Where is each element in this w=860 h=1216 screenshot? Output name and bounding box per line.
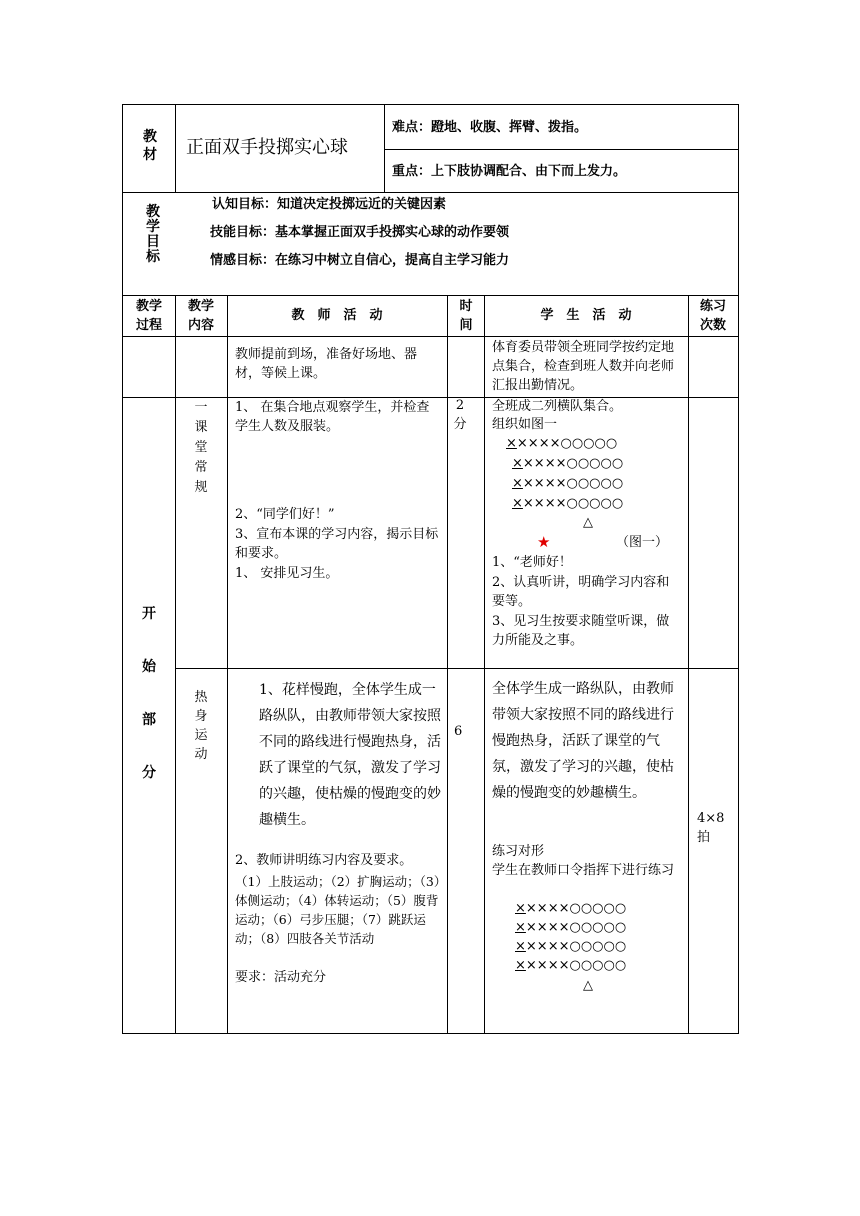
formation-lead: × [512, 456, 523, 471]
formation-row-rest: ××××○○○○○ [525, 901, 627, 916]
routine-time: 2分 [453, 398, 467, 432]
divider [227, 295, 228, 1034]
warmup-content: 热身运动 [194, 690, 208, 762]
formation-row [512, 454, 623, 474]
formation-lead: × [515, 920, 526, 935]
routine-teacher-3: 3、宣布本课的学习内容，揭示目标和要求。 [235, 527, 439, 561]
routine-teacher-1: 1、 在集合地点观察学生，并检查学生人数及服装。 [235, 400, 430, 434]
divider [122, 192, 739, 193]
formation-lead: × [512, 496, 523, 511]
formation-lead: × [512, 476, 523, 491]
formation-lead: × [515, 901, 526, 916]
lesson-title: 正面双手投掷实心球 [186, 137, 348, 158]
skill-objective: 技能目标：基本掌握正面双手投掷实心球的动作要领 [210, 225, 510, 240]
divider [384, 149, 739, 150]
emotional-objective: 情感目标：在练习中树立自信心，提高自主学习能力 [210, 253, 510, 268]
prep-student-activity: 体育委员带领全班同学按约定地点集合，检查到班人数并向老师汇报出勤情况。 [492, 340, 675, 393]
routine-student-4: 2、认真听讲，明确学习内容和要等。 [492, 575, 670, 609]
col-header-process: 教学过程 [135, 299, 162, 333]
divider [384, 104, 385, 192]
formation-row-rest: ××××○○○○○ [525, 939, 627, 954]
routine-teacher-2: 2、“同学们好！” [235, 507, 335, 522]
star-icon: ★ [537, 533, 551, 551]
formation-row-rest: ××××○○○○○ [522, 456, 624, 471]
formation-row-rest: ××××○○○○○ [525, 958, 627, 973]
col-header-student: 学 生 活 动 [540, 308, 632, 323]
warmup-student-3: 学生在教师口令指挥下进行练习 [492, 863, 675, 878]
divider [175, 104, 176, 192]
formation-row-rest: ××××○○○○○ [525, 920, 627, 935]
col-header-time: 时间 [459, 299, 473, 333]
teacher-triangle-icon: △ [583, 515, 593, 530]
col-header-teacher: 教 师 活 动 [291, 308, 383, 323]
formation-lead: × [515, 939, 526, 954]
table-border-left [122, 104, 123, 1034]
divider [688, 295, 689, 1034]
formation-row [515, 937, 626, 957]
divider [122, 336, 739, 337]
table-border-bottom [122, 1033, 739, 1034]
formation-lead: × [515, 958, 526, 973]
warmup-teacher-3: （1）上肢运动；（2）扩胸运动；（3）体侧运动；（4）体转运动；（5）腹背运动；（6）弓步压腿；（7）跳跃运动；（8）四肢各关节活动 [235, 874, 441, 946]
divider [175, 668, 739, 669]
routine-student-5: 3、见习生按要求随堂听课，做力所能及之事。 [492, 614, 670, 648]
warmup-teacher-2: 2、教师讲明练习内容及要求。 [235, 853, 413, 868]
col-header-reps: 练习次数 [699, 299, 726, 333]
warmup-student-2: 练习对形 [492, 844, 545, 859]
routine-student-2: 组织如图一 [492, 417, 558, 432]
figure-caption: （图一） [616, 535, 669, 550]
col-header-content: 教学内容 [187, 299, 214, 333]
objectives-label: 教学目标 [146, 204, 160, 265]
routine-content: 一课堂常规 [194, 400, 208, 495]
key-point: 重点：上下肢协调配合、由下而上发力。 [392, 164, 627, 179]
prep-teacher-activity: 教师提前到场，准备好场地、器材，等候上课。 [235, 347, 418, 381]
divider [484, 295, 485, 1034]
warmup-teacher-1: 1、花样慢跑，全体学生成一路纵队，由教师带领大家按照不同的路线进行慢跑热身，活跃了课堂的气氛，激发了学习的兴趣，使枯燥的慢跑变的妙趣横生。 [259, 682, 441, 828]
divider [122, 295, 739, 296]
routine-student-3: 1、“老师好！ [492, 555, 572, 570]
warmup-teacher-4: 要求：活动充分 [235, 970, 327, 985]
formation-row [506, 434, 617, 454]
table-border-right [738, 104, 739, 1034]
divider [447, 295, 448, 1034]
table-border-top [122, 104, 739, 105]
routine-student-1: 全班成二列横队集合。 [492, 399, 623, 414]
jiaocai-label: 教材 [143, 129, 157, 163]
formation-row-rest: ××××○○○○○ [522, 496, 624, 511]
difficulty-point: 难点：蹬地、收腹、挥臂、拨指。 [392, 120, 588, 135]
formation-row [515, 918, 626, 938]
section-label: 开始部分 [142, 606, 156, 781]
warmup-reps: 4×8拍 [697, 811, 725, 845]
formation-row-rest: ××××○○○○○ [522, 476, 624, 491]
warmup-time: 6 [454, 724, 463, 739]
formation-row-rest: ××××○○○○○ [516, 436, 618, 451]
divider [175, 295, 176, 1034]
formation-row [515, 956, 626, 976]
cognitive-objective: 认知目标：知道决定投掷远近的关键因素 [212, 197, 447, 212]
formation-row [512, 474, 623, 494]
formation-row [515, 899, 626, 919]
formation-row [512, 494, 623, 514]
warmup-student-1: 全体学生成一路纵队，由教师带领大家按照不同的路线进行慢跑热身，活跃了课堂的气氛，激发了学习的兴趣，使枯燥的慢跑变的妙趣横生。 [492, 681, 674, 801]
routine-teacher-4: 1、 安排见习生。 [235, 566, 339, 581]
teacher-triangle-icon: △ [583, 978, 593, 993]
formation-lead: × [506, 436, 517, 451]
